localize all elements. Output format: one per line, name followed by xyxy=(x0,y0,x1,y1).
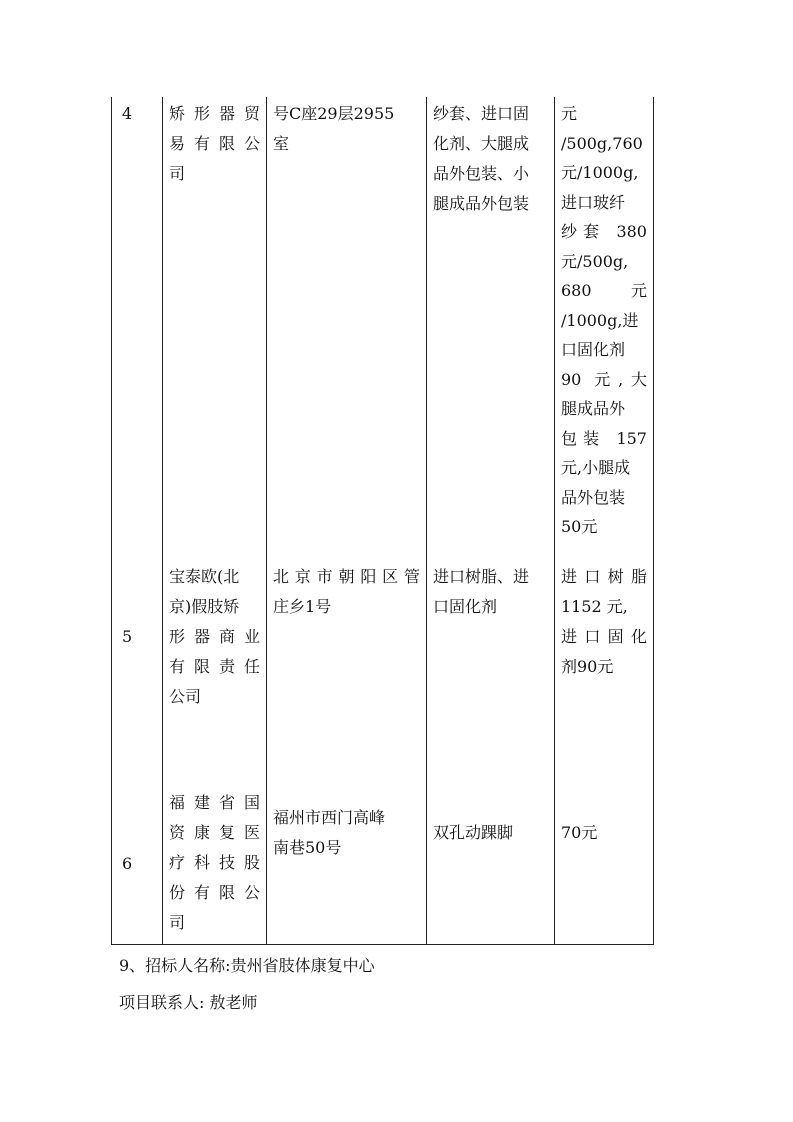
price-line: 元,小腿成 xyxy=(561,458,631,477)
company-line: 司 xyxy=(169,913,186,932)
price-line: 纱套 380 xyxy=(561,222,647,241)
company-line: 宝泰欧(北 xyxy=(169,567,240,586)
project-contact-text: 项目联系人: 敖老师 xyxy=(119,993,258,1012)
price-line: 品外包装 xyxy=(561,487,626,507)
row-number: 4 xyxy=(122,104,133,123)
price-line: 进口树脂 xyxy=(561,567,647,586)
price-line: 进口玻纤 xyxy=(561,192,626,212)
tenderer-name-text: 9、招标人名称:贵州省肢体康复中心 xyxy=(119,956,375,975)
price-line: 680 元 xyxy=(561,281,647,300)
company-line: 公司 xyxy=(169,687,202,706)
address-line: 号C座29层2955 xyxy=(273,104,395,123)
price-line: 包装 157 xyxy=(561,428,647,448)
price-cell xyxy=(555,729,654,944)
address-line: 北京市朝阳区管 xyxy=(273,567,420,586)
address-cell xyxy=(267,729,427,944)
price-cell xyxy=(555,97,654,544)
supplier-table xyxy=(111,97,654,944)
table-row xyxy=(111,729,654,944)
product-line: 进口树脂、进 xyxy=(433,567,530,586)
price-line: 元 xyxy=(561,104,578,123)
company-line: 资康复医 xyxy=(169,823,260,842)
company-line: 形器商业 xyxy=(169,627,260,646)
address-cell xyxy=(267,97,427,544)
table-row xyxy=(111,97,654,544)
price-line: /500g,760 xyxy=(561,133,643,153)
company-line: 福建省国 xyxy=(169,793,260,812)
products-cell xyxy=(427,544,555,729)
tenderer-name xyxy=(119,954,375,978)
product-line: 纱套、进口固 xyxy=(433,104,530,123)
company-line: 易有限公 xyxy=(169,134,260,153)
price-cell xyxy=(555,544,654,729)
company-cell xyxy=(163,97,267,544)
price-line: /1000g,进 xyxy=(561,310,639,330)
price-line: 剂90元 xyxy=(561,657,614,676)
row-number-cell xyxy=(111,729,163,944)
address-line: 南巷50号 xyxy=(273,838,342,857)
company-line: 疗科技股 xyxy=(169,853,260,872)
company-line: 司 xyxy=(169,164,186,183)
table-bottom-border xyxy=(111,944,654,945)
address-cell xyxy=(267,544,427,729)
price-line: 口固化剂 xyxy=(561,340,626,359)
product-line: 腿成品外包装 xyxy=(433,194,530,213)
row-number: 5 xyxy=(122,626,133,646)
price-line: 70元 xyxy=(561,823,598,842)
address-line: 福州市西门高峰 xyxy=(273,808,386,827)
project-contact xyxy=(119,991,257,1015)
company-cell xyxy=(163,544,267,729)
company-cell xyxy=(163,729,267,944)
products-cell xyxy=(427,97,555,544)
address-line: 室 xyxy=(273,134,290,153)
company-line: 有限责任 xyxy=(169,657,260,676)
price-line: 1152 元, xyxy=(561,597,628,616)
address-line: 庄乡1号 xyxy=(273,597,332,616)
price-line: 元/1000g, xyxy=(561,163,639,182)
price-line: 进口固化 xyxy=(561,627,647,646)
products-cell xyxy=(427,729,555,944)
row-number: 6 xyxy=(122,854,133,873)
company-line: 矫形器贸 xyxy=(169,104,260,123)
company-line: 份有限公 xyxy=(169,883,260,902)
table-row xyxy=(111,544,654,729)
price-line: 50元 xyxy=(561,517,598,536)
price-line: 元/500g, xyxy=(561,251,629,271)
product-line: 化剂、大腿成 xyxy=(433,134,530,153)
product-line: 品外包装、小 xyxy=(433,164,530,183)
price-line: 90 元,大 xyxy=(561,369,647,389)
price-line: 腿成品外 xyxy=(561,399,626,418)
product-line: 口固化剂 xyxy=(433,597,498,616)
row-number-cell xyxy=(111,544,163,729)
row-number-cell xyxy=(111,97,163,544)
product-line: 双孔动踝脚 xyxy=(433,823,514,842)
company-line: 京)假肢矫 xyxy=(169,597,240,616)
